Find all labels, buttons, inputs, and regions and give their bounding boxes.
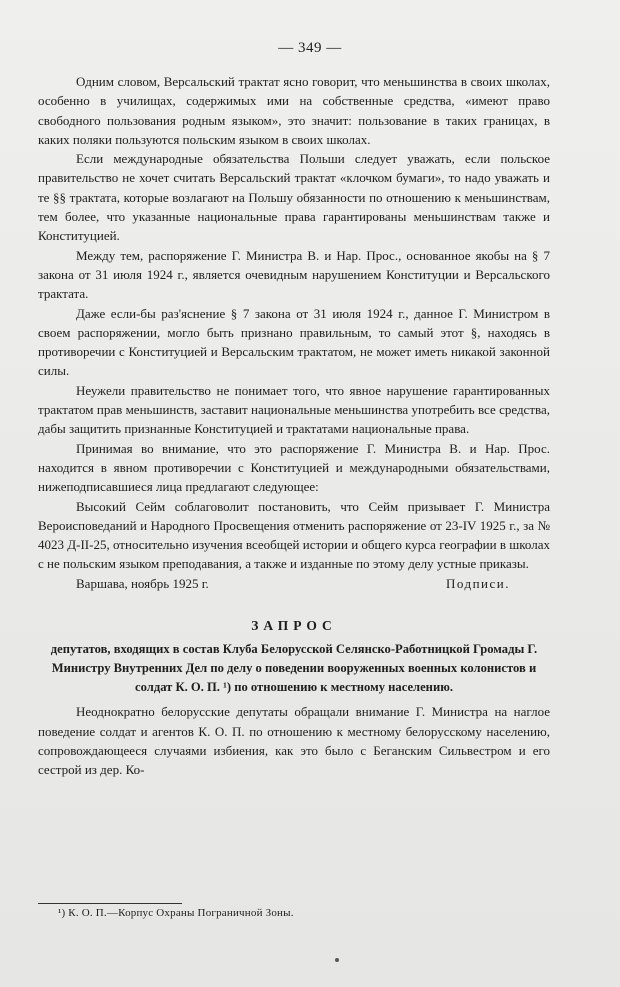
paragraph: Одним словом, Версальский трактат ясно говорит, что меньшинства в своих школах, особенно в училищах, содержимых ими на собственные средства, «имеют право свободного пользования родным языком», это значит: пользование в таких границах, в каких поляки пользуются польским языком в своих школах.	[38, 74, 550, 147]
section-subheading: депутатов, входящих в состав Клуба Белорусской Селянско-Работницкой Громады Г. Министру Внутренних Дел по делу о поведении вооруженных военных колонистов и солдат К. О. П. ¹) по отношению к местному населению.	[50, 642, 538, 695]
signature-line	[38, 574, 550, 593]
paragraph: Высокий Сейм соблаговолит постановить, что Сейм призывает Г. Министра Вероисповеданий и Народного Просвещения отменить распоряжение от 23-IV 1925 г., за № 4023 Д-II-25, относительно изучения всеобщей истории и общего курса географии в школах с не польским языком преподавания, а также и изданные по этому делу устные приказы.	[38, 498, 550, 572]
signatures: Подписи.	[445, 575, 510, 591]
section-heading: ЗАПРОС	[251, 618, 337, 634]
paragraph: Принимая во внимание, что это распоряжение Г. Министра В. и Нар. Прос. находится в явном противоречии с Конституцией и международными обязательствами, нижеподписавшиеся лица предлагают следующее:	[38, 440, 550, 495]
place-date: Варшава, ноябрь 1925 г.	[76, 575, 209, 591]
footnote: ¹) К. О. П.—Корпус Охраны Пограничной Зоны.	[58, 907, 294, 919]
document-body	[38, 72, 550, 780]
paragraph: Даже если-бы раз'яснение § 7 закона от 31 июля 1924 г., данное Г. Министром в своем распоряжении, могло быть признано правильным, то самый этот §, находясь в противоречии с Конституцией и Версальским трактатом, не может иметь никакой законной силы.	[38, 305, 550, 379]
paragraph: Между тем, распоряжение Г. Министра В. и Нар. Прос., основанное якобы на § 7 закона от 31 июля 1924 г., является очевидным нарушением Конституции и Версальского трактата.	[38, 247, 550, 302]
page-number: — 349 —	[278, 40, 342, 56]
paragraph: Неужели правительство не понимает того, что явное нарушение гарантированных трактатом прав меньшинств, заставит национальные меньшинства употребить все средства, дабы защитить признанные Конституцией и трактатами национальные права.	[38, 382, 550, 437]
paragraph: Неоднократно белорусские депутаты обращали внимание Г. Министра на наглое поведение солдат и агентов К. О. П. по отношению к местному белорусскому населению, сопровождающееся случаями избиения, как это было с Беганским Сильвестром и его сестрой из дер. Ко-	[38, 704, 550, 778]
footnote-rule	[38, 903, 182, 904]
paragraph: Если международные обязательства Польши следует уважать, если польское правительство не хочет считать Версальский трактат «клочком бумаги», то надо уважать и те §§ трактата, которые возлагают на Польшу обязанности по отношению к меньшинствам, тем более, что указанные национальные права гарантированы меньшинствам также и Конституцией.	[38, 151, 550, 244]
page-mark	[335, 958, 339, 962]
